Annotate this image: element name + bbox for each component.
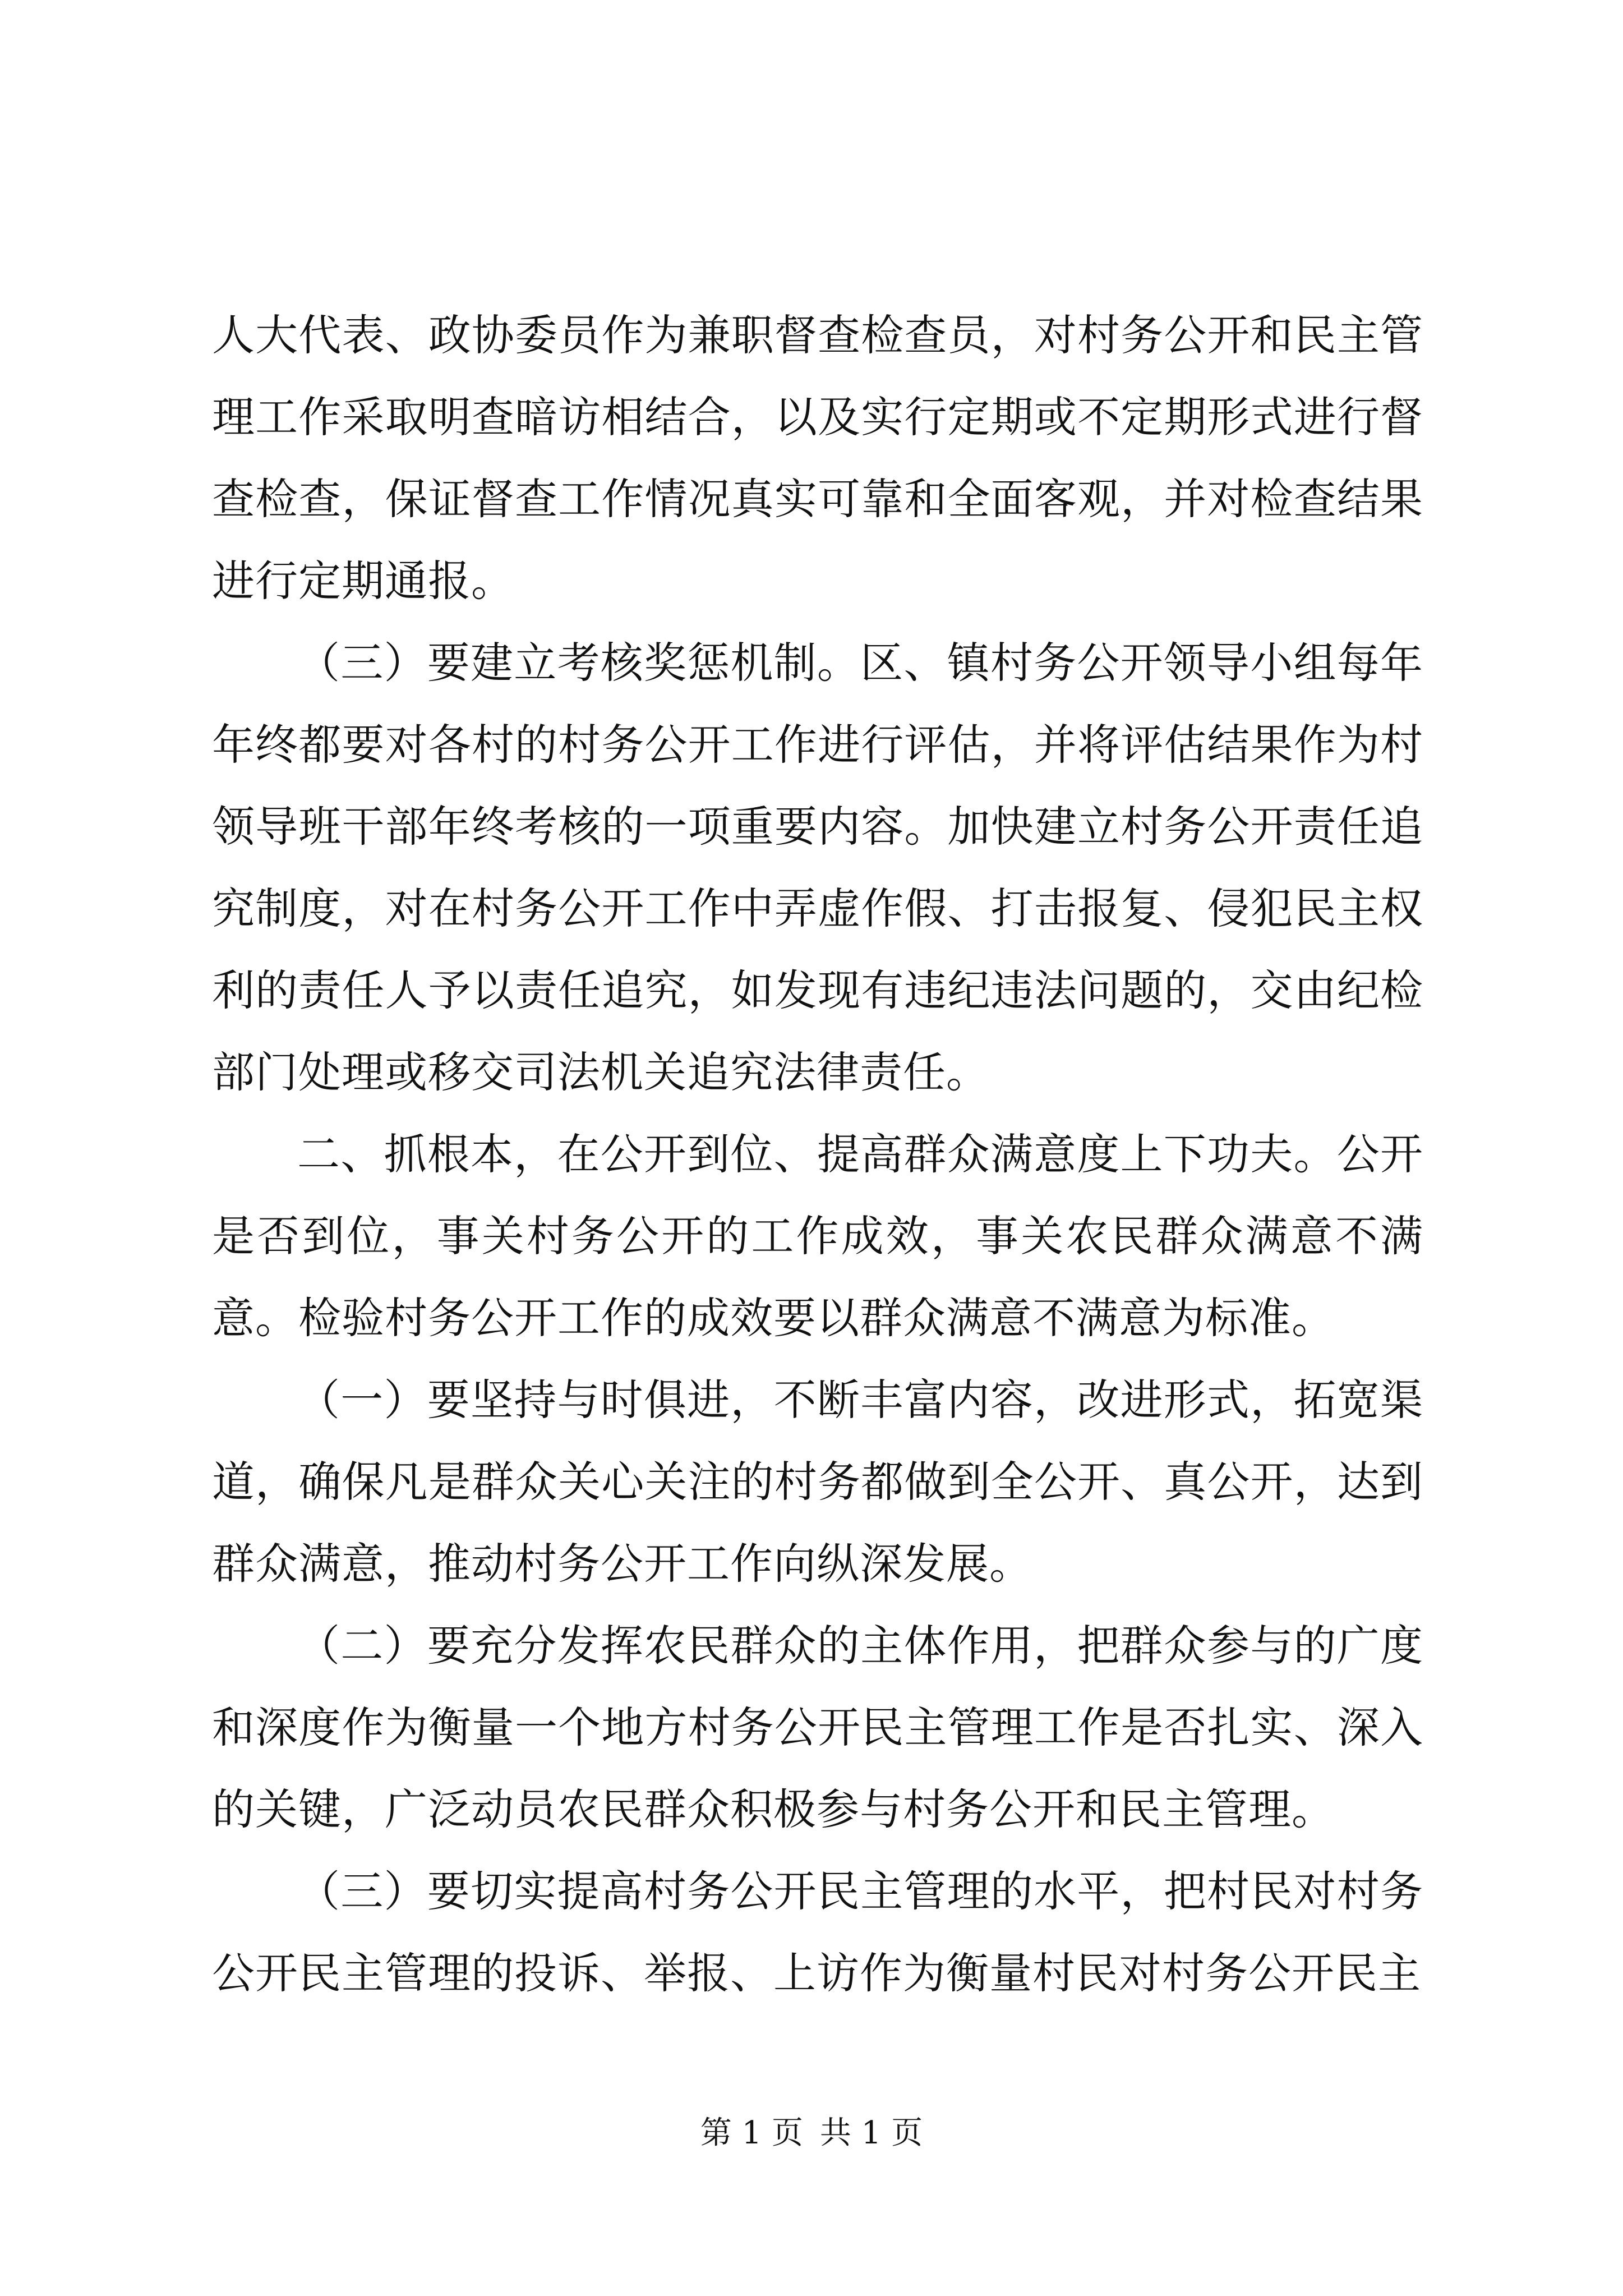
page-number: 第 1 页 (700, 2115, 803, 2151)
paragraph-6: （三）要切实提高村务公开民主管理的水平，把村民对村务公开民主管理的投诉、举报、上访作为衡量村民对村务公开民主 (212, 1866, 1423, 1998)
paragraph-2: （三）要建立考核奖惩机制。区、镇村务公开领导小组每年年终都要对各村的村务公开工作进行评估，并将评估结果作为村领导班干部年终考核的一项重要内容。加快建立村务公开责任追究制度，对在村务公开工作中弄虚作假、打击报复、侵犯民主权利的责任人予以责任追究，如发现有违纪违法问题的，交由纪检部门处理或移交司法机关追究法律责任。 (212, 638, 1423, 1097)
page-total: 共 1 页 (820, 2115, 923, 2151)
paragraph-4: （一）要坚持与时俱进，不断丰富内容，改进形式，拓宽渠道，确保凡是群众关心关注的村务都做到全公开、真公开，达到群众满意，推动村务公开工作向纵深发展。 (212, 1375, 1423, 1589)
page-footer (0, 2114, 1623, 2153)
paragraph-3: 二、抓根本，在公开到位、提高群众满意度上下功夫。公开是否到位，事关村务公开的工作成效，事关农民群众满意不满意。检验村务公开工作的成效要以群众满意不满意为标准。 (212, 1129, 1423, 1343)
document-body (212, 295, 1423, 2014)
paragraph-5: （二）要充分发挥农民群众的主体作用，把群众参与的广度和深度作为衡量一个地方村务公开民主管理工作是否扎实、深入的关键，广泛动员农民群众积极参与村务公开和民主管理。 (212, 1621, 1423, 1834)
paragraph-1: 人大代表、政协委员作为兼职督查检查员，对村务公开和民主管理工作采取明查暗访相结合，以及实行定期或不定期形式进行督查检查，保证督查工作情况真实可靠和全面客观，并对检查结果进行定期通报。 (212, 310, 1423, 606)
